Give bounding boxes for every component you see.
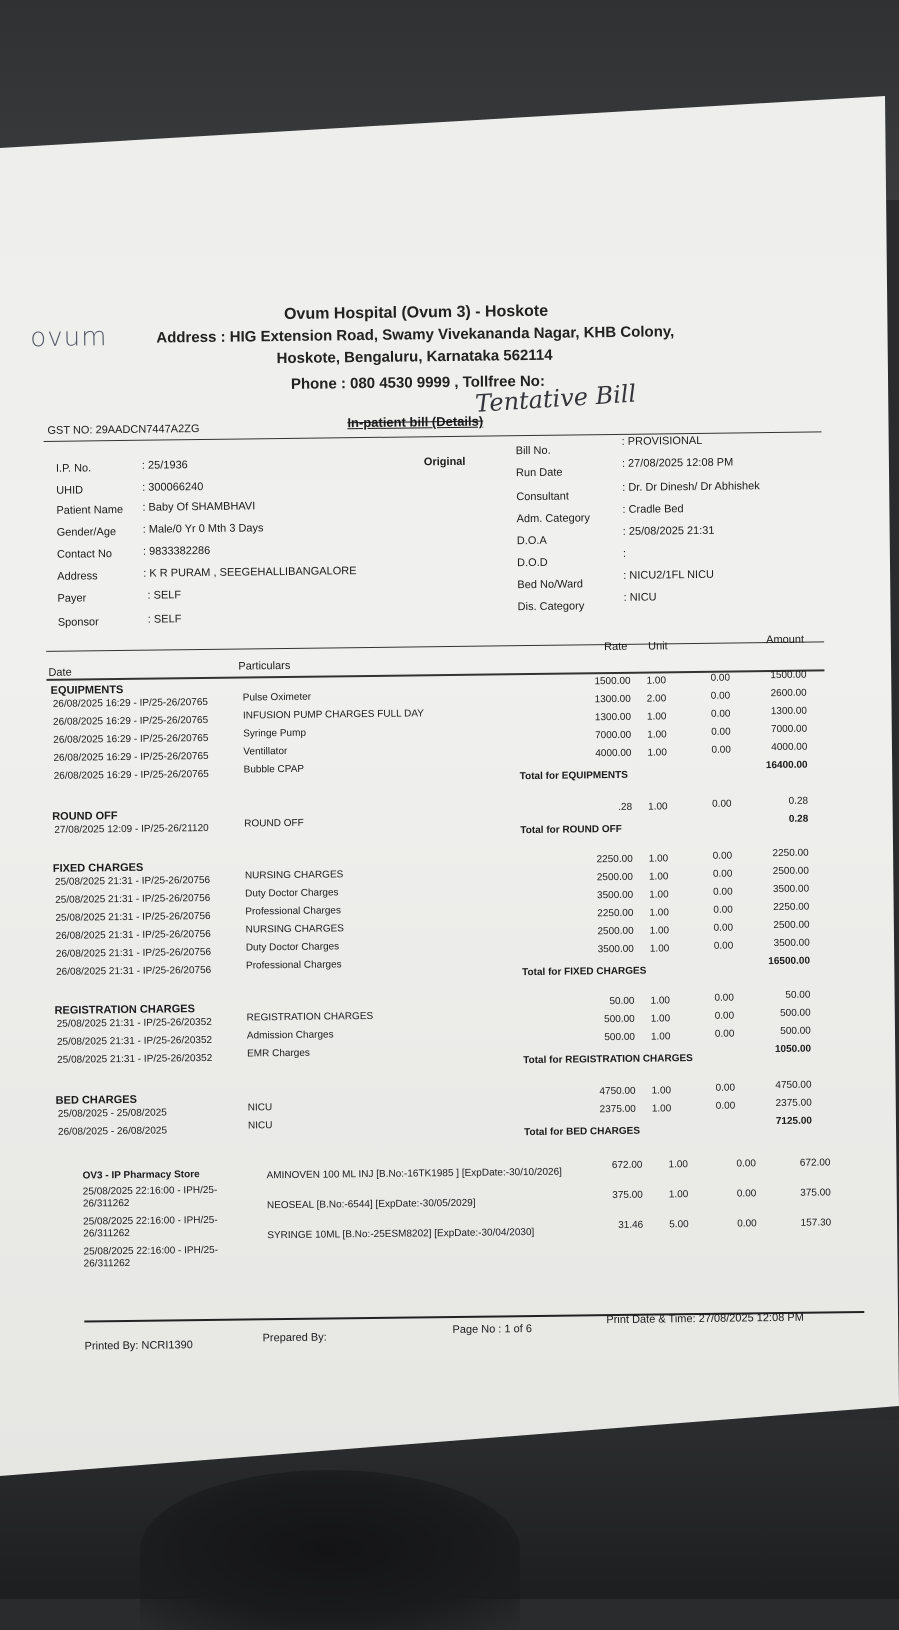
section-total: 0.28: [788, 813, 809, 825]
patient-field-value: : 300066240: [142, 480, 204, 494]
row-rate: 500.00: [604, 1031, 635, 1044]
printed-by: Printed By: NCRI1390: [84, 1339, 193, 1353]
row-discount: 0.00: [715, 1082, 736, 1094]
pharmacy-row-date: 25/08/2025 22:16:00 - IPH/25-: [83, 1244, 219, 1258]
section-total: 7125.00: [775, 1115, 813, 1128]
row-unit: 1.00: [646, 711, 667, 723]
pharmacy-row-date: 25/08/2025 22:16:00 - IPH/25-: [83, 1214, 218, 1228]
col-particulars: Particulars: [238, 659, 291, 673]
page-number: Page No : 1 of 6: [452, 1323, 533, 1337]
bill-title: In-patient bill (Details): [347, 413, 484, 431]
patient-field-label: Gender/Age: [56, 526, 117, 539]
row-amount: 2250.00: [772, 847, 809, 860]
row-unit: 1.00: [649, 925, 670, 937]
patient-field-label: Contact No: [56, 548, 113, 561]
row-particular: Professional Charges: [245, 959, 342, 972]
pharmacy-row-date-cont: 26/311262: [83, 1227, 130, 1240]
patient-field-value: : K R PURAM , SEEGEHALLIBANGALORE: [143, 565, 357, 580]
patient-field-value: : 25/1936: [141, 459, 188, 472]
row-unit: 1.00: [651, 1085, 672, 1097]
patient-field-value: : Baby Of SHAMBHAVI: [142, 500, 256, 514]
pharmacy-row-discount: 0.00: [737, 1218, 757, 1230]
row-amount: 2250.00: [773, 901, 810, 914]
row-date: 26/08/2025 16:29 - IP/25-26/20765: [53, 750, 209, 764]
row-discount: 0.00: [711, 744, 731, 756]
pharmacy-row-date: 25/08/2025 22:16:00 - IPH/25-: [82, 1184, 218, 1198]
hospital-phone: Phone : 080 4530 9999 , Tollfree No:: [290, 372, 545, 393]
pharmacy-row-discount: 0.00: [736, 1158, 757, 1170]
bill-field-label: Dis. Category: [517, 600, 585, 614]
row-discount: 0.00: [710, 672, 731, 684]
hospital-name: Ovum Hospital (Ovum 3) - Hoskote: [283, 302, 549, 323]
hospital-address-line2: Hoskote, Bengaluru, Karnataka 562114: [276, 346, 553, 368]
section-title: REGISTRATION CHARGES: [54, 1003, 195, 1017]
row-particular: Bubble CPAP: [243, 763, 305, 776]
row-amount: 500.00: [780, 1025, 811, 1037]
handwritten-note: Tentative Bill: [474, 379, 637, 418]
bill-field-value: : Dr. Dr Dinesh/ Dr Abhishek: [622, 480, 760, 494]
row-particular: NURSING CHARGES: [245, 923, 344, 936]
row-date: 25/08/2025 21:31 - IP/25-26/20352: [56, 1016, 212, 1030]
section-total: 16500.00: [768, 955, 811, 968]
pharmacy-title: OV3 - IP Pharmacy Store: [82, 1169, 200, 1182]
row-unit: 1.00: [650, 1013, 671, 1025]
row-amount: 3500.00: [773, 937, 810, 950]
row-rate: 500.00: [604, 1013, 635, 1026]
pharmacy-row-amount: 375.00: [800, 1187, 831, 1199]
row-unit: 2.00: [646, 693, 667, 705]
row-particular: Syringe Pump: [243, 727, 307, 740]
row-discount: 0.00: [710, 708, 731, 720]
row-rate: 1500.00: [594, 675, 631, 688]
section-total-label: Total for FIXED CHARGES: [522, 965, 647, 979]
pharmacy-row-unit: 1.00: [668, 1159, 689, 1171]
row-amount: 2600.00: [770, 687, 807, 700]
row-rate: 2500.00: [596, 871, 634, 884]
pharmacy-row-amount: 672.00: [799, 1157, 831, 1169]
hospital-logo: ovum: [30, 322, 108, 354]
row-particular: NICU: [247, 1120, 273, 1132]
row-amount: 4000.00: [771, 741, 808, 754]
patient-field-label: Payer: [57, 592, 87, 605]
row-discount: 0.00: [710, 690, 731, 702]
row-date: 25/08/2025 21:31 - IP/25-26/20756: [54, 874, 211, 888]
patient-field-value: : 9833382286: [142, 544, 211, 558]
row-date: 26/08/2025 16:29 - IP/25-26/20765: [52, 696, 208, 710]
patient-field-label: Address: [57, 570, 98, 583]
row-date: 26/08/2025 21:31 - IP/25-26/20756: [55, 928, 211, 942]
row-unit: 1.00: [650, 995, 671, 1007]
patient-field-label: Patient Name: [56, 503, 124, 517]
section-total-label: Total for EQUIPMENTS: [519, 769, 628, 783]
patient-field-label: Sponsor: [57, 616, 99, 629]
row-date: 26/08/2025 21:31 - IP/25-26/20756: [56, 964, 212, 978]
row-amount: 7000.00: [770, 723, 808, 736]
bill-field-value: : Cradle Bed: [622, 503, 684, 516]
row-discount: 0.00: [713, 922, 734, 934]
section-title: EQUIPMENTS: [50, 683, 124, 697]
row-date: 26/08/2025 21:31 - IP/25-26/20756: [55, 946, 212, 960]
bill-field-label: D.O.A: [516, 534, 547, 548]
bill-field-value: : NICU2/1FL NICU: [623, 568, 715, 582]
row-particular: Ventillator: [243, 745, 288, 758]
section-total-label: Total for ROUND OFF: [520, 823, 622, 837]
row-unit: 1.00: [647, 747, 667, 759]
row-date: 25/08/2025 21:31 - IP/25-26/20756: [55, 892, 211, 906]
row-amount: 0.28: [788, 795, 809, 807]
col-date: Date: [48, 666, 72, 679]
row-unit: 1.00: [648, 801, 668, 813]
pharmacy-row-amount: 157.30: [800, 1217, 832, 1229]
row-discount: 0.00: [713, 886, 733, 898]
row-unit: 1.00: [649, 907, 669, 919]
row-date: 25/08/2025 21:31 - IP/25-26/20352: [56, 1034, 213, 1048]
row-discount: 0.00: [715, 1100, 736, 1112]
patient-field-value: : Male/0 Yr 0 Mth 3 Days: [142, 522, 264, 536]
row-particular: Duty Doctor Charges: [245, 887, 339, 900]
row-date: 25/08/2025 21:31 - IP/25-26/20352: [57, 1052, 213, 1066]
row-date: 26/08/2025 - 26/08/2025: [57, 1125, 168, 1138]
pharmacy-row-rate: 375.00: [612, 1189, 643, 1202]
pharmacy-row-unit: 1.00: [668, 1189, 689, 1201]
row-discount: 0.00: [713, 904, 733, 916]
section-title: FIXED CHARGES: [52, 861, 144, 875]
hospital-address-line1: Address : HIG Extension Road, Swamy Vivekananda Nagar, KHB Colony,: [156, 323, 675, 347]
row-rate: 3500.00: [597, 943, 634, 956]
section-total: 1050.00: [774, 1043, 812, 1056]
row-particular: Admission Charges: [246, 1029, 334, 1042]
row-rate: 50.00: [609, 995, 635, 1008]
row-particular: Duty Doctor Charges: [245, 941, 340, 954]
columns-top-divider: [46, 641, 824, 652]
row-rate: 3500.00: [596, 889, 634, 902]
row-date: 27/08/2025 12:09 - IP/25-26/21120: [54, 822, 209, 836]
pharmacy-row-rate: 31.46: [618, 1219, 644, 1231]
row-amount: 3500.00: [772, 883, 810, 896]
row-amount: 4750.00: [775, 1079, 812, 1092]
row-unit: 1.00: [650, 1031, 671, 1043]
col-amount: Amount: [765, 633, 805, 647]
row-rate: 2375.00: [599, 1103, 636, 1116]
row-particular: NURSING CHARGES: [244, 869, 344, 882]
row-rate: 7000.00: [595, 729, 632, 742]
bill-field-value: : 25/08/2025 21:31: [622, 524, 715, 538]
bill-field-label: Bill No.: [515, 444, 551, 458]
row-discount: 0.00: [714, 1010, 735, 1022]
row-date: 26/08/2025 16:29 - IP/25-26/20765: [53, 768, 209, 782]
row-particular: NICU: [247, 1102, 273, 1114]
section-title: BED CHARGES: [55, 1093, 138, 1107]
col-rate: Rate: [604, 640, 628, 654]
row-rate: .28: [618, 801, 633, 813]
row-unit: 1.00: [649, 943, 670, 955]
patient-field-value: : SELF: [147, 613, 182, 626]
row-rate: 1300.00: [594, 693, 631, 706]
row-particular: EMR Charges: [247, 1047, 310, 1060]
section-total: 16400.00: [765, 759, 808, 772]
row-amount: 1500.00: [770, 669, 807, 682]
pharmacy-row-particular: SYRINGE 10ML [B.No:-25ESM8202] [ExpDate:-30/04/2030]: [267, 1227, 535, 1242]
row-discount: 0.00: [714, 992, 734, 1004]
bill-field-label: D.O.D: [517, 556, 548, 570]
print-date-time: Print Date & Time: 27/08/2025 12:08 PM: [606, 1311, 804, 1327]
row-discount: 0.00: [714, 1028, 735, 1040]
row-discount: 0.00: [712, 850, 733, 862]
pharmacy-row-discount: 0.00: [736, 1188, 757, 1200]
row-rate: 2250.00: [597, 907, 634, 920]
row-rate: 4000.00: [595, 747, 632, 760]
row-particular: Pulse Oximeter: [242, 691, 312, 704]
bill-field-label: Bed No/Ward: [517, 578, 584, 592]
row-rate: 4750.00: [599, 1085, 636, 1098]
bill-field-label: Run Date: [515, 466, 563, 480]
row-amount: 2375.00: [775, 1097, 812, 1110]
patient-field-value: : SELF: [147, 589, 182, 602]
pharmacy-row-date-cont: 26/311262: [83, 1257, 131, 1270]
bill-field-value: :: [622, 547, 627, 560]
pharmacy-row-unit: 5.00: [669, 1219, 689, 1231]
row-rate: 1300.00: [594, 711, 632, 724]
bill-field-value: : PROVISIONAL: [621, 434, 703, 448]
section-total-label: Total for REGISTRATION CHARGES: [523, 1053, 693, 1067]
row-amount: 500.00: [779, 1007, 811, 1019]
row-unit: 1.00: [648, 853, 669, 865]
copy-label: Original: [423, 455, 466, 469]
section-total-label: Total for BED CHARGES: [524, 1125, 641, 1139]
row-date: 26/08/2025 16:29 - IP/25-26/20765: [53, 732, 209, 746]
row-unit: 1.00: [646, 675, 667, 687]
row-amount: 2500.00: [773, 919, 810, 932]
row-discount: 0.00: [713, 940, 734, 952]
row-amount: 1300.00: [770, 705, 808, 718]
row-discount: 0.00: [712, 798, 732, 810]
row-amount: 50.00: [785, 989, 811, 1001]
bill-field-label: Adm. Category: [516, 512, 591, 526]
row-rate: 2500.00: [597, 925, 634, 938]
row-discount: 0.00: [711, 726, 731, 738]
row-particular: Professional Charges: [245, 905, 342, 918]
row-date: 26/08/2025 16:29 - IP/25-26/20765: [52, 714, 209, 728]
row-unit: 1.00: [649, 889, 669, 901]
row-particular: INFUSION PUMP CHARGES FULL DAY: [242, 708, 424, 722]
row-discount: 0.00: [712, 868, 733, 880]
row-unit: 1.00: [651, 1103, 672, 1115]
gst-number: GST NO: 29AADCN7447A2ZG: [47, 423, 200, 437]
col-unit: Unit: [648, 640, 668, 653]
row-date: 25/08/2025 - 25/08/2025: [57, 1107, 167, 1120]
pharmacy-row-particular: NEOSEAL [B.No:-6544] [ExpDate:-30/05/2029]: [266, 1197, 476, 1212]
patient-field-label: UHID: [56, 484, 84, 497]
pharmacy-row-rate: 672.00: [611, 1159, 643, 1172]
row-rate: 2250.00: [596, 853, 633, 866]
pharmacy-row-particular: AMINOVEN 100 ML INJ [B.No:-16TK1985 ] [ExpDate:-30/10/2026]: [266, 1166, 562, 1182]
row-unit: 1.00: [647, 729, 667, 741]
bill-field-value: : NICU: [623, 591, 657, 604]
row-unit: 1.00: [648, 871, 669, 883]
row-particular: REGISTRATION CHARGES: [246, 1010, 374, 1024]
row-amount: 2500.00: [772, 865, 809, 878]
prepared-by: Prepared By:: [262, 1331, 327, 1345]
bill-field-value: : 27/08/2025 12:08 PM: [621, 456, 734, 470]
pharmacy-row-date-cont: 26/311262: [82, 1197, 130, 1210]
patient-field-label: I.P. No.: [55, 462, 92, 475]
row-particular: ROUND OFF: [244, 817, 304, 830]
bill-field-label: Consultant: [516, 490, 569, 504]
row-date: 25/08/2025 21:31 - IP/25-26/20756: [55, 910, 211, 924]
section-title: ROUND OFF: [52, 810, 118, 823]
